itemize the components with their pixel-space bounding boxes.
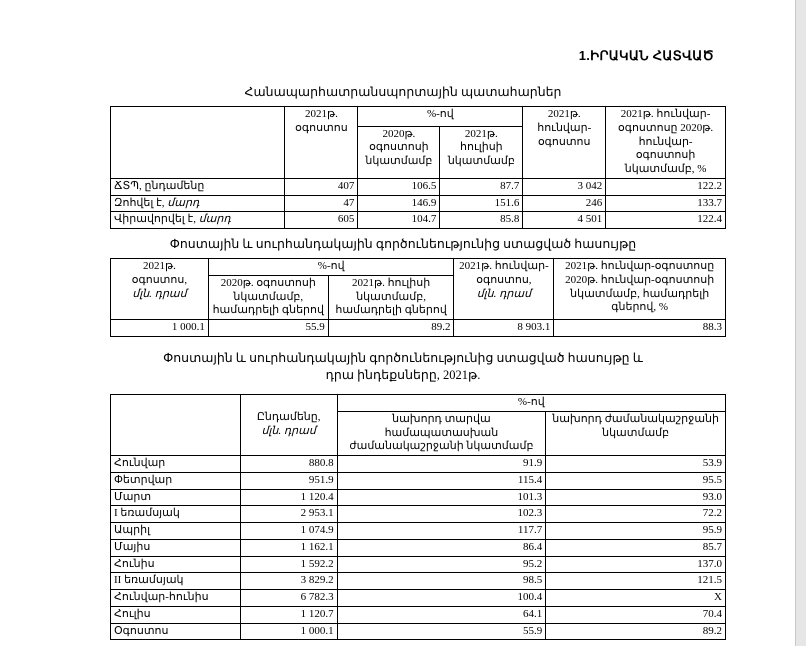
cell: 64.1 (337, 606, 546, 623)
table-row (111, 456, 726, 473)
row-label: Զոհվել է, մարդ (111, 195, 285, 212)
table-row (111, 523, 726, 540)
cell: 93.0 (546, 489, 726, 506)
postal-index-caption-line2: դրա ինդեքսները, 2021թ. (325, 368, 481, 382)
cell: 102.3 (337, 506, 546, 523)
cell: 55.9 (337, 623, 546, 640)
cell: 55.9 (208, 320, 328, 337)
postal-revenue-caption: Փոստային և սուրհանդակային գործունեությունից ստացված հասույթը (169, 237, 637, 251)
cell: 87.7 (440, 178, 523, 195)
cell: 101.3 (337, 489, 546, 506)
header-2021-aug: 2021թ. օգոստոս (285, 107, 358, 179)
row-label: II եռամսյակ (111, 573, 241, 590)
cell: 106.5 (358, 178, 440, 195)
scrollbar-track[interactable] (795, 0, 806, 646)
header-empty (111, 107, 285, 179)
cell: 98.5 (337, 573, 546, 590)
header-percent: %-ով (208, 259, 454, 276)
cell: 1 120.7 (240, 606, 337, 623)
cell: 3 829.2 (240, 573, 337, 590)
header-jan-aug-vs: 2021թ. հունվար-օգոստոսը 2020թ. հունվար-օգոստոսի նկատմամբ, % (606, 107, 726, 179)
header-vs-prev-period: նախորդ ժամանակաշրջանի նկատմամբ (546, 411, 726, 455)
header-jan-aug-vs: 2021թ. հունվար-օգոստոսը 2020թ. հունվար-օգոստոսի նկատմամբ, համադրելի գներով, % (554, 259, 726, 320)
cell: 6 782.3 (240, 590, 337, 607)
table-row (111, 212, 726, 229)
cell: 85.7 (546, 539, 726, 556)
cell: 100.4 (337, 590, 546, 607)
cell: 4 501 (523, 212, 606, 229)
row-label: Ապրիլ (111, 523, 241, 540)
cell: 951.9 (240, 472, 337, 489)
cell: 246 (523, 195, 606, 212)
row-label: Հունվար-հունիս (111, 590, 241, 607)
table-row (111, 606, 726, 623)
postal-index-caption-line1: Փոստային և սուրհանդակային գործունեությունից ստացված հասույթը և (163, 351, 643, 365)
cell: 151.6 (440, 195, 523, 212)
table-row (111, 178, 726, 195)
cell: 2 953.1 (240, 506, 337, 523)
header-vs-prev-year: նախորդ տարվա համապատասխան ժամանակաշրջանի նկատմամբ (337, 411, 546, 455)
cell: 115.4 (337, 472, 546, 489)
row-label: Մայիս (111, 539, 241, 556)
row-label: Վիրավորվել է, մարդ (111, 212, 285, 229)
table-row (111, 539, 726, 556)
table-row (111, 472, 726, 489)
cell: 72.2 (546, 506, 726, 523)
cell: 104.7 (358, 212, 440, 229)
row-label: I եռամսյակ (111, 506, 241, 523)
header-empty (111, 395, 241, 456)
header-vs-2021-jul: 2021թ. հուլիսի նկատմամբ (440, 126, 523, 178)
cell: 53.9 (546, 456, 726, 473)
header-jan-aug: 2021թ. հունվար-օգոստոս (523, 107, 606, 179)
row-label: Օգոստոս (111, 623, 241, 640)
cell: 122.4 (606, 212, 726, 229)
row-label: Հուլիս (111, 606, 241, 623)
cell: 95.2 (337, 556, 546, 573)
cell: 85.8 (440, 212, 523, 229)
header-total: Ընդամենը, մլն. դրամ (240, 395, 337, 456)
row-label: Հունվար (111, 456, 241, 473)
cell: 91.9 (337, 456, 546, 473)
table-row (111, 573, 726, 590)
table-row (111, 195, 726, 212)
header-vs-2020-aug: 2020թ. օգոստոսի նկատմամբ, համադրելի գներով (208, 275, 328, 319)
cell: 88.3 (554, 320, 726, 337)
cell: 3 042 (523, 178, 606, 195)
row-label: Հունիս (111, 556, 241, 573)
header-2021-aug: 2021թ. օգոստոս, մլն. դրամ (111, 259, 209, 320)
table-row (111, 623, 726, 640)
cell: 89.2 (546, 623, 726, 640)
postal-index-table (110, 394, 726, 640)
row-label: Փետրվար (111, 472, 241, 489)
header-percent: %-ով (337, 395, 725, 412)
header-vs-2020-aug: 2020թ. օգոստոսի նկատմամբ (358, 126, 440, 178)
cell: 1 074.9 (240, 523, 337, 540)
cell: 95.5 (546, 472, 726, 489)
cell: 47 (285, 195, 358, 212)
cell: 605 (285, 212, 358, 229)
cell: 1 000.1 (111, 320, 209, 337)
cell: 146.9 (358, 195, 440, 212)
cell: 880.8 (240, 456, 337, 473)
table-row (111, 590, 726, 607)
row-label: Մարտ (111, 489, 241, 506)
cell: 95.9 (546, 523, 726, 540)
cell: 1 162.1 (240, 539, 337, 556)
table-row (111, 320, 726, 337)
header-percent: %-ով (358, 107, 523, 127)
cell: 70.4 (546, 606, 726, 623)
cell: 8 903.1 (454, 320, 554, 337)
section-title: 1.ԻՐԱԿԱՆ ՀԱՏՎԱԾ (578, 48, 714, 63)
row-label: ՃՏՊ, ընդամենը (111, 178, 285, 195)
cell: 89.2 (328, 320, 454, 337)
cell: 121.5 (546, 573, 726, 590)
header-vs-2021-jul: 2021թ. հուլիսի նկատմամբ, համադրելի գներով (328, 275, 454, 319)
cell: 407 (285, 178, 358, 195)
cell: 86.4 (337, 539, 546, 556)
cell: 117.7 (337, 523, 546, 540)
cell: 122.2 (606, 178, 726, 195)
table-row (111, 506, 726, 523)
traffic-accidents-caption: Հանապարհատրանսպորտային պատահարներ (244, 85, 562, 99)
table-row (111, 489, 726, 506)
cell: 1 000.1 (240, 623, 337, 640)
cell: 1 592.2 (240, 556, 337, 573)
cell: 137.0 (546, 556, 726, 573)
cell: 133.7 (606, 195, 726, 212)
cell: X (546, 590, 726, 607)
table-row (111, 556, 726, 573)
postal-revenue-table (110, 258, 726, 337)
header-jan-aug: 2021թ. հունվար-օգոստոս, մլն. դրամ (454, 259, 554, 320)
traffic-accidents-table (110, 106, 726, 229)
cell: 1 120.4 (240, 489, 337, 506)
